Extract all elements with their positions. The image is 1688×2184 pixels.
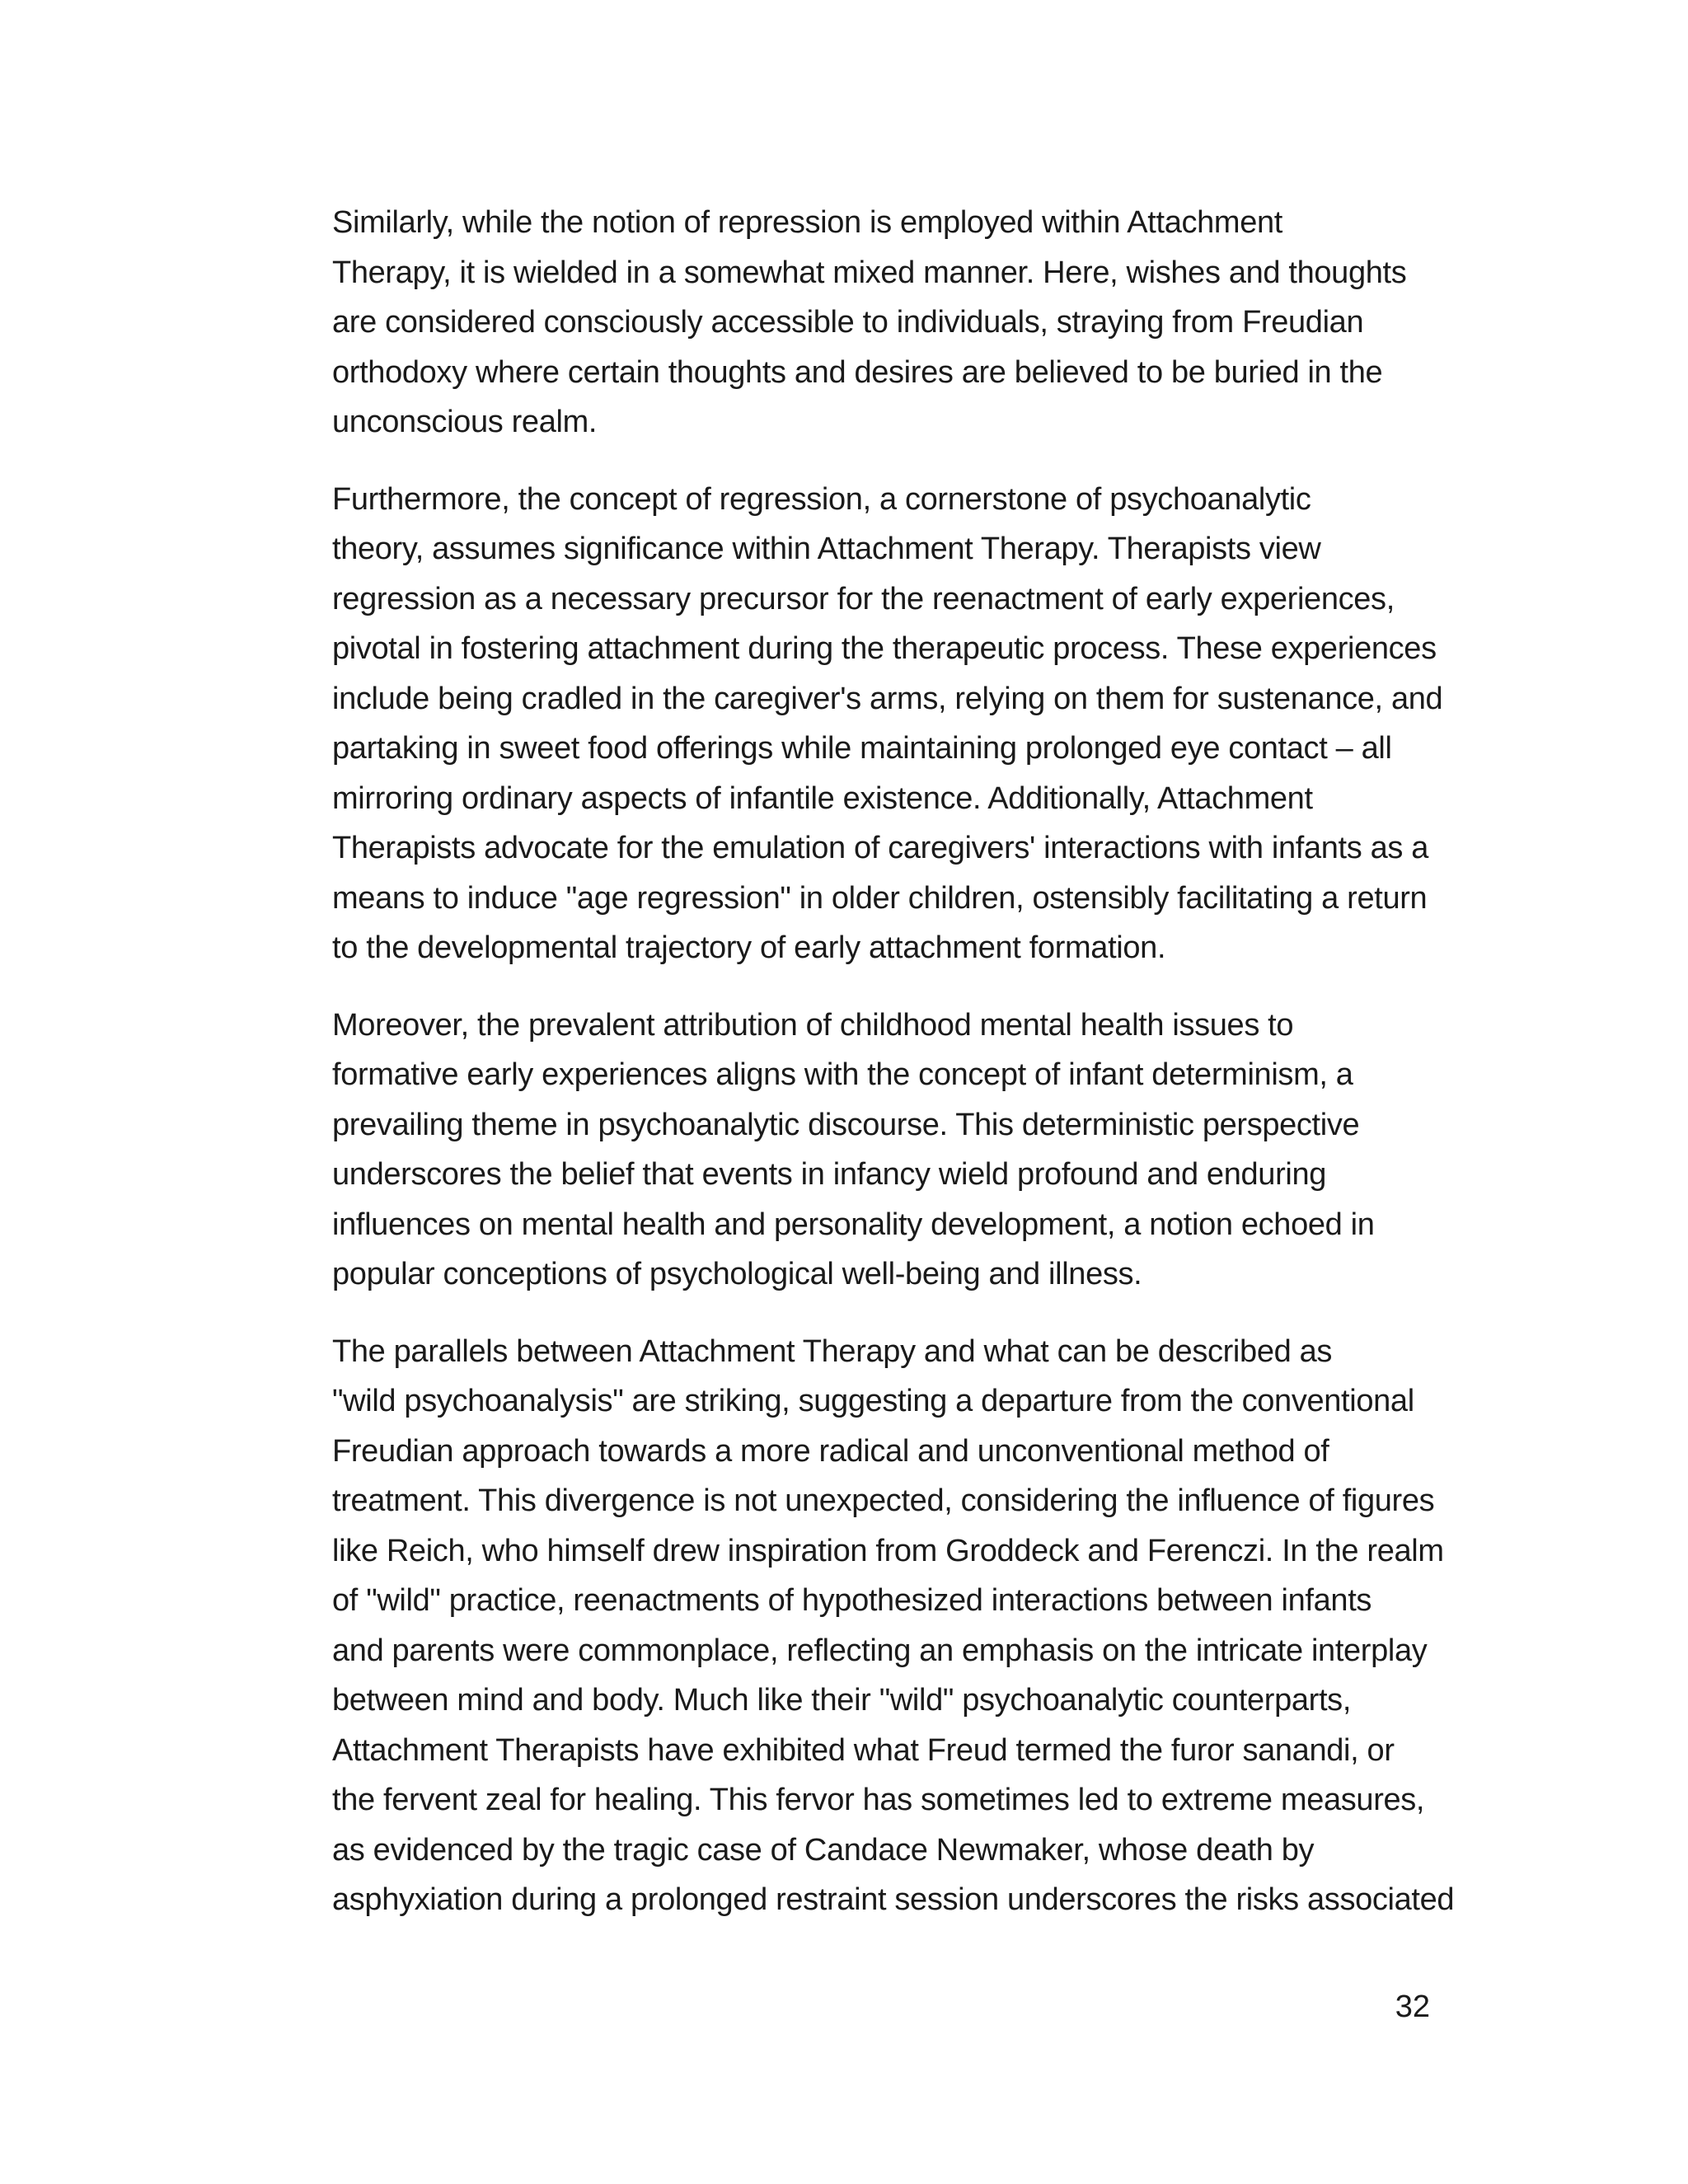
paragraph-repression [246,198,1441,448]
text-line: Therapy, it is wielded in a somewhat mixed manner. Here, wishes and thoughts [332,255,1407,290]
text-line: regression as a necessary precursor for the reenactment of early experiences, [332,581,1395,616]
text-line: asphyxiation during a prolonged restraint session underscores the risks associated [332,1882,1455,1917]
text-line: pivotal in fostering attachment during the therapeutic process. These experiences [332,631,1437,666]
text-line: Furthermore, the concept of regression, a cornerstone of psychoanalytic [332,481,1311,517]
text-line: "wild psychoanalysis" are striking, suggesting a departure from the conventional [332,1384,1414,1418]
text-line: unconscious realm. [332,405,598,439]
body-text [246,198,1455,1952]
text-line: like Reich, who himself drew inspiration from Groddeck and Ferenczi. In the realm [332,1533,1444,1568]
text-line: partaking in sweet food offerings while maintaining prolonged eye contact – all [332,731,1392,766]
text-line: between mind and body. Much like their "wild" psychoanalytic counterparts, [332,1683,1352,1718]
text-line: the fervent zeal for healing. This fervor has sometimes led to extreme measures, [332,1783,1425,1817]
text-line: prevailing theme in psychoanalytic discourse. This deterministic perspective [332,1107,1360,1142]
text-line: Freudian approach towards a more radical and unconventional method of [332,1433,1329,1469]
text-line: popular conceptions of psychological well-being and illness. [332,1257,1142,1291]
text-line: underscores the belief that events in infancy wield profound and enduring [332,1157,1327,1192]
text-line: include being cradled in the caregiver's arms, relying on them for sustenance, and [332,681,1443,716]
text-line: are considered consciously accessible to individuals, straying from Freudian [332,305,1364,340]
paragraph-infant-determinism [246,1001,1441,1300]
text-line: orthodoxy where certain thoughts and desires are believed to be buried in the [332,354,1383,390]
text-line: Moreover, the prevalent attribution of childhood mental health issues to [332,1007,1294,1043]
paragraph-regression [246,475,1441,973]
page-number: 32 [1395,1990,1430,2024]
text-line: to the developmental trajectory of early attachment formation. [332,930,1166,965]
text-line: and parents were commonplace, reflecting an emphasis on the intricate interplay [332,1633,1428,1668]
text-line: mirroring ordinary aspects of infantile existence. Additionally, Attachment [332,780,1313,816]
text-line: The parallels between Attachment Therapy and what can be described as [332,1333,1333,1369]
text-line: formative early experiences aligns with the concept of infant determinism, a [332,1057,1353,1092]
text-line: Attachment Therapists have exhibited what Freud termed the furor sanandi, or [332,1732,1395,1768]
text-line: influences on mental health and personality development, a notion echoed in [332,1207,1375,1242]
text-line: as evidenced by the tragic case of Candace Newmaker, whose death by [332,1832,1315,1868]
text-line: of "wild" practice, reenactments of hypothesized interactions between infants [332,1583,1372,1618]
paragraph-wild-psychoanalysis [246,1327,1455,1925]
text-line: Therapists advocate for the emulation of caregivers' interactions with infants as a [332,831,1429,865]
text-line: theory, assumes significance within Attachment Therapy. Therapists view [332,532,1321,566]
text-line: Similarly, while the notion of repression is employed within Attachment [332,205,1283,240]
text-line: treatment. This divergence is not unexpected, considering the influence of figures [332,1483,1435,1518]
text-line: means to induce "age regression" in older children, ostensibly facilitating a return [332,880,1428,916]
